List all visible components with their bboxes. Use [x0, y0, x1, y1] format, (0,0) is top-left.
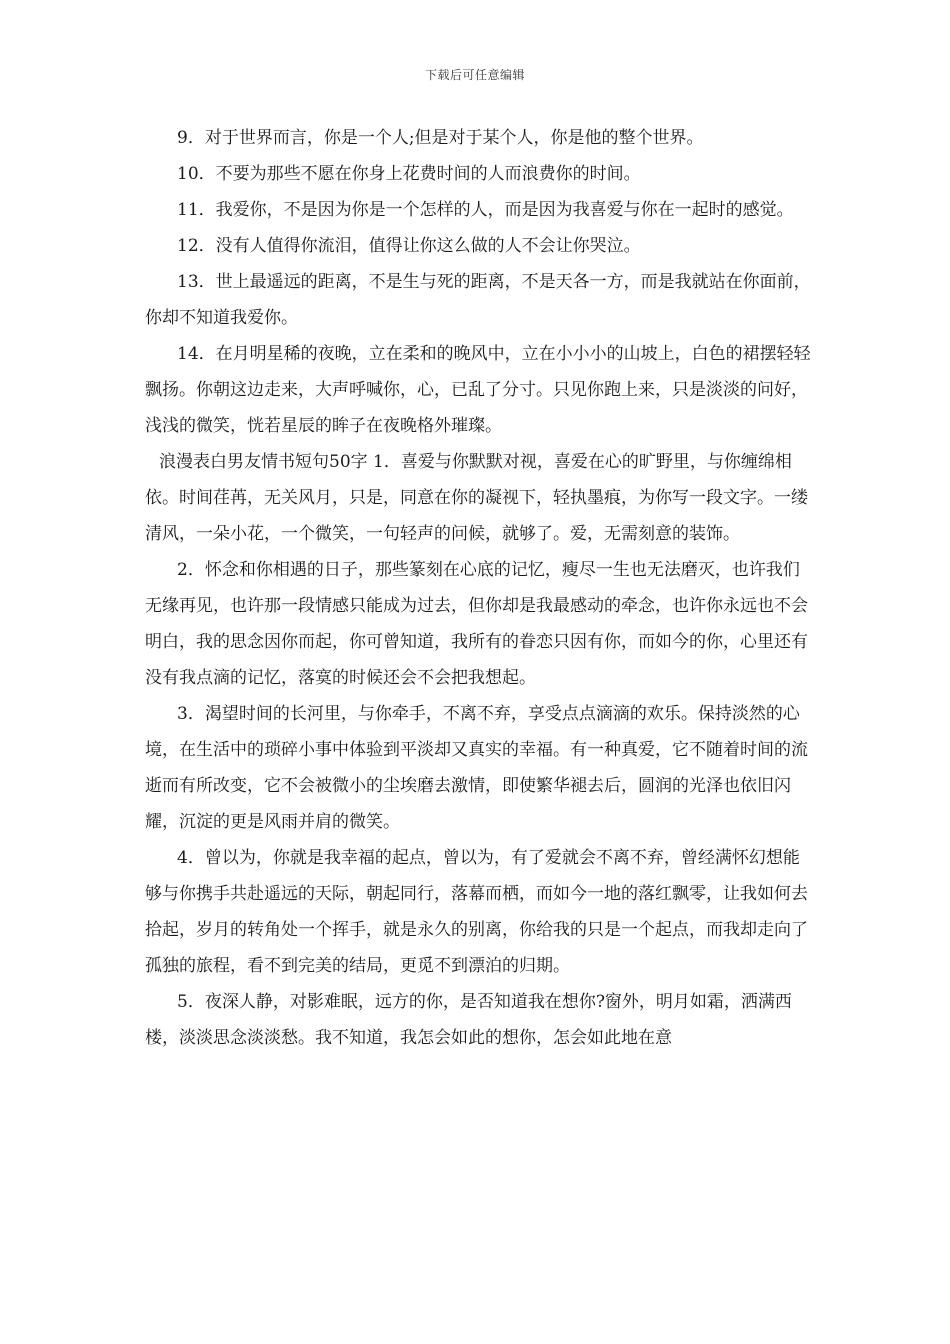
paragraph-13: 13．世上最遥远的距离，不是生与死的距离，不是天各一方，而是我就站在你面前，你却不知道我爱你。: [145, 272, 811, 328]
page-header: 下载后可任意编辑: [424, 68, 525, 82]
paragraph-3: 3．渴望时间的长河里，与你牵手，不离不弃，享受点点滴滴的欢乐。保持淡然的心境，在生活中的琐碎小事中体验到平淡却又真实的幸福。有一种真爱，它不随着时间的流逝而有所改变，它不会被微小的尘埃磨去激情，即使繁华褪去后，圆润的光泽也依旧闪耀，沉淀的更是风雨并肩的微笑。: [145, 704, 808, 832]
paragraph-14: 14．在月明星稀的夜晚，立在柔和的晚风中，立在小小小的山坡上，白色的裙摆轻轻飘扬。你朝这边走来，大声呼喊你，心，已乱了分寸。只见你跑上来，只是淡淡的问好，浅浅的微笑，恍若星辰的眸子在夜晚格外璀璨。: [145, 344, 811, 436]
document-body: [145, 120, 811, 1056]
paragraph-11: 11．我爱你，不是因为你是一个怎样的人，而是因为我喜爱与你在一起时的感觉。: [177, 200, 794, 220]
paragraph-12: 12．没有人值得你流泪，值得让你这么做的人不会让你哭泣。: [177, 236, 641, 256]
paragraph-9: 9．对于世界而言，你是一个人;但是对于某个人，你是他的整个世界。: [177, 128, 704, 148]
section-heading-paragraph-1: 浪漫表白男友情书短句50字 1．喜爱与你默默对视，喜爱在心的旷野里，与你缠绵相依。时间荏苒，无关风月，只是，同意在你的凝视下，轻执墨痕，为你写一段文字。一缕清风，一朵小花，一个微笑，一句轻声的问候，就够了。爱，无需刻意的装饰。: [145, 452, 808, 544]
paragraph-10: 10．不要为那些不愿在你身上花费时间的人而浪费你的时间。: [177, 164, 641, 184]
paragraph-4: 4．曾以为，你就是我幸福的起点，曾以为，有了爱就会不离不弃，曾经满怀幻想能够与你携手共赴遥远的天际，朝起同行，落幕而栖，而如今一地的落红飘零，让我如何去拾起，岁月的转角处一个挥手，就是永久的别离，你给我的只是一个起点，而我却走向了孤独的旅程，看不到完美的结局，更觅不到漂泊的归期。: [145, 848, 808, 976]
paragraph-5: 5．夜深人静，对影难眠，远方的你，是否知道我在想你?窗外，明月如霜，洒满西楼，淡淡思念淡淡愁。我不知道，我怎会如此的想你，怎会如此地在意: [145, 992, 792, 1048]
paragraph-2: 2．怀念和你相遇的日子，那些篆刻在心底的记忆，瘦尽一生也无法磨灭，也许我们无缘再见，也许那一段情感只能成为过去，但你却是我最感动的牵念，也许你永远也不会明白，我的思念因你而起，你可曾知道，我所有的眷恋只因有你，而如今的你，心里还有没有我点滴的记忆，落寞的时候还会不会把我想起。: [145, 560, 808, 688]
